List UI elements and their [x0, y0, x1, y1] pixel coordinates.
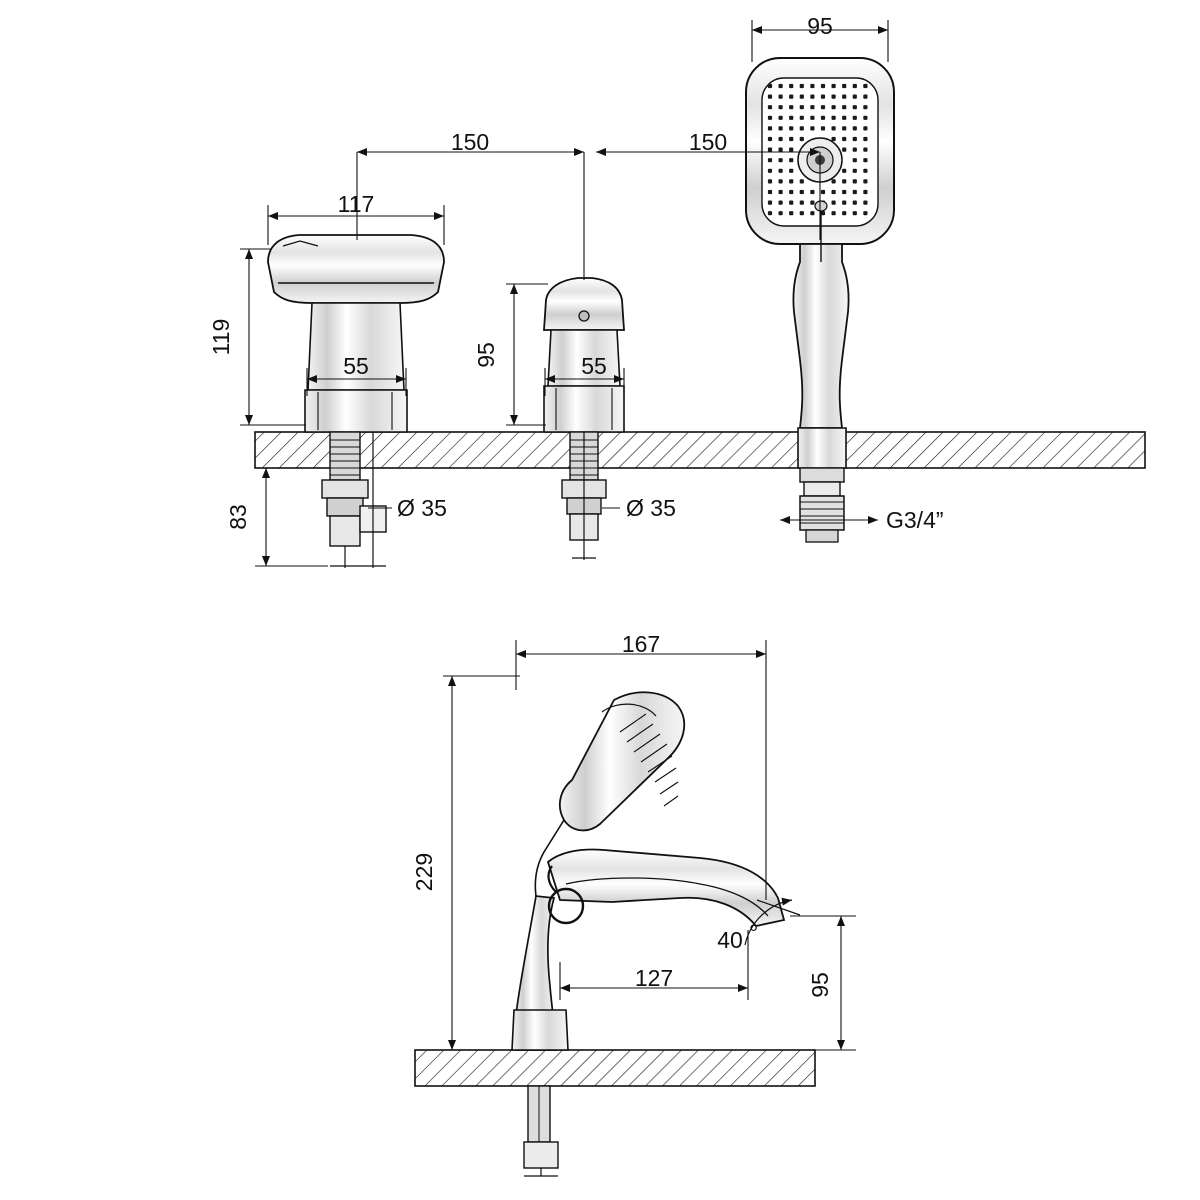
deck-section-top-view [255, 432, 1145, 468]
dim-spacing-right: 150 [688, 129, 728, 155]
dim-handle-base-width: 55 [581, 353, 607, 379]
dim-spout-base-width: 55 [343, 353, 369, 379]
dim-side-spout-reach: 127 [634, 965, 674, 991]
dim-hole-left: Ø 35 [397, 495, 447, 521]
dim-below-deck-depth: 83 [225, 504, 251, 530]
dim-shower-width: 95 [807, 13, 833, 39]
dim-hole-middle: Ø 35 [626, 495, 676, 521]
dim-spout-body-width: 117 [337, 191, 375, 217]
spout-side-view [512, 692, 784, 1176]
dim-side-spout-height: 95 [807, 972, 833, 998]
dim-spacing-left: 150 [450, 129, 490, 155]
degree-symbol: ° [749, 920, 759, 946]
dim-handle-height: 95 [473, 342, 499, 368]
dim-spout-height: 119 [208, 318, 234, 356]
hand-shower-front-view [746, 58, 894, 542]
dim-side-total-height: 229 [411, 852, 437, 892]
dim-side-angle: 40 [717, 927, 743, 953]
deck-section-side-view [415, 1050, 815, 1086]
dim-side-total-width: 167 [621, 631, 661, 657]
handle-front-view [544, 278, 624, 560]
dim-thread: G3/4” [886, 507, 944, 533]
